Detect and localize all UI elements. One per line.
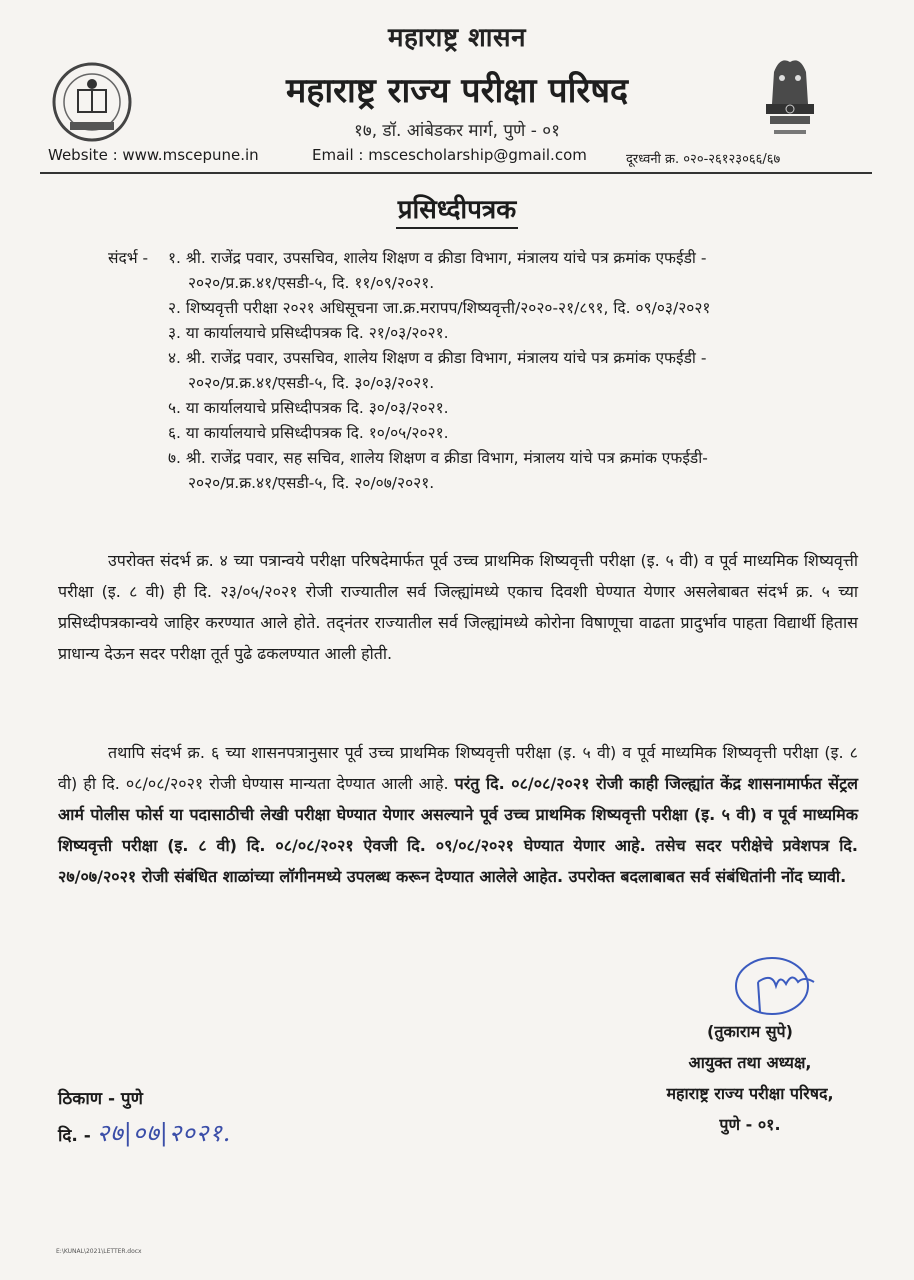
phone-number: दूरध्वनी क्र. ०२०-२६१२३०६६/६७ xyxy=(626,152,781,167)
reference-line: १. श्री. राजेंद्र पवार, उपसचिव, शालेय शिक्षण व क्रीडा विभाग, मंत्रालय यांचे पत्र क्रमांक एफईडी - xyxy=(168,249,707,267)
file-path-footer: E:\KUNAL\2021\LETTER.docx xyxy=(56,1248,142,1255)
reference-line-continued: २०२०/प्र.क्र.४१/एसडी-५, दि. ३०/०३/२०२१. xyxy=(188,374,435,392)
signatory-designation: आयुक्त तथा अध्यक्ष, xyxy=(688,1053,812,1072)
body-paragraph-1: उपरोक्त संदर्भ क्र. ४ च्या पत्रान्वये परीक्षा परिषदेमार्फत पूर्व उच्च प्राथमिक शिष्यवृत्ती परीक्षा (इ. ५ वी) व पूर्व माध्यमिक शिष्यवृत्ती परीक्षा (इ. ८ वी) ही दि. २३/०५/२०२१ रोजी राज्यातील सर्व जिल्ह्यांमध्ये एकाच दिवशी घेण्यात येणार असलेबाबत संदर्भ क्र. ५ च्या प्रसिध्दीपत्रकान्वये जाहिर करण्यात आले होते. तद्नंतर राज्यातील सर्व जिल्ह्यांमध्ये कोरोना विषाणूचा वाढता प्रादुर्भाव पाहता विद्यार्थी हितास प्राधान्य देऊन सदर परीक्षा तूर्त पुढे ढकलण्यात आली होती. xyxy=(58,551,858,663)
council-name: महाराष्ट्र राज्य परीक्षा परिषद xyxy=(285,71,629,111)
reference-line: ४. श्री. राजेंद्र पवार, उपसचिव, शालेय शिक्षण व क्रीडा विभाग, मंत्रालय यांचे पत्र क्रमांक एफईडी - xyxy=(168,349,707,367)
website-link[interactable]: Website : www.mscepune.in xyxy=(48,146,259,164)
reference-line: २. शिष्यवृत्ती परीक्षा २०२१ अधिसूचना जा.क्र.मरापप/शिष्यवृत्ती/२०२०-२१/८९१, दि. ०९/०३/२०२१ xyxy=(168,299,711,317)
reference-line: ७. श्री. राजेंद्र पवार, सह सचिव, शालेय शिक्षण व क्रीडा विभाग, मंत्रालय यांचे पत्र क्रमांक एफईडी- xyxy=(168,449,708,467)
body-paragraph-2 xyxy=(58,737,858,892)
date-line xyxy=(58,1116,231,1149)
document-title xyxy=(0,190,914,226)
signature-mark xyxy=(728,952,828,1022)
signatory-city: पुणे - ०१. xyxy=(719,1115,781,1134)
signatory-office: महाराष्ट्र राज्य परीक्षा परिषद, xyxy=(666,1084,834,1103)
email-link[interactable]: Email : mscescholarship@gmail.com xyxy=(312,146,587,164)
handwritten-date: २७|०७|२०२१. xyxy=(96,1119,232,1147)
signatory-name: (तुकाराम सुपे) xyxy=(707,1022,793,1041)
reference-line: ६. या कार्यालयाचे प्रसिध्दीपत्रक दि. १०/०५/२०२१. xyxy=(168,424,449,442)
document-title-text: प्रसिध्दीपत्रक xyxy=(396,195,519,229)
reference-item xyxy=(168,321,868,346)
reference-line-continued: २०२०/प्र.क्र.४१/एसडी-५, दि. ११/०९/२०२१. xyxy=(188,274,435,292)
reference-line: ३. या कार्यालयाचे प्रसिध्दीपत्रक दि. २१/०३/२०२१. xyxy=(168,324,449,342)
reference-item xyxy=(168,396,868,421)
ashoka-emblem-icon xyxy=(752,52,828,144)
contact-row xyxy=(48,146,868,170)
body-paragraph-2-text: तथापि संदर्भ क्र. ६ च्या शासनपत्रानुसार पूर्व उच्च प्राथमिक शिष्यवृत्ती परीक्षा (इ. ५ वी) व पूर्व माध्यमिक शिष्यवृत्ती परीक्षा (इ. ८ वी) ही दि. ०८/०८/२०२१ रोजी घेण्यास मान्यता देण्यात आली आहे. xyxy=(58,743,858,793)
signatory-block xyxy=(630,1016,870,1140)
reference-item xyxy=(168,246,868,296)
office-address: १७, डॉ. आंबेडकर मार्ग, पुणे - ०१ xyxy=(354,121,560,141)
reference-line-continued: २०२०/प्र.क्र.४१/एसडी-५, दि. २०/०७/२०२१. xyxy=(188,474,435,492)
body-paragraph-2-emphasis: परंतु दि. ०८/०८/२०२१ रोजी काही जिल्ह्यांत केंद्र शासनामार्फत सेंट्रल आर्म पोलीस फोर्स या पदासाठीची लेखी परीक्षा घेण्यात येणार असल्याने पूर्व उच्च प्राथमिक शिष्यवृत्ती परीक्षा (इ. ५ वी) व पूर्व माध्यमिक शिष्यवृत्ती परीक्षा (इ. ८ वी) दि. ०८/०८/२०२१ ऐवजी दि. ०९/०८/२०२१ घेण्यात येणार आहे. तसेच सदर परीक्षेचे प्रवेशपत्र दि. २७/०७/२०२१ रोजी संबंधित शाळांच्या लॉगीनमध्ये उपलब्ध करून देण्यात आलेले आहेत. उपरोक्त बदलाबाबत सर्व संबंधितांनी नोंद घ्यावी. xyxy=(58,774,858,886)
reference-item xyxy=(168,346,868,396)
reference-item xyxy=(168,421,868,446)
reference-item xyxy=(168,296,868,321)
date-label: दि. - xyxy=(58,1126,91,1146)
header-divider xyxy=(40,172,872,174)
reference-item xyxy=(168,446,868,496)
references-label: संदर्भ - xyxy=(108,249,149,267)
references-list xyxy=(168,246,868,496)
government-name: महाराष्ट्र शासन xyxy=(387,23,527,53)
place-label: ठिकाण - पुणे xyxy=(58,1089,143,1109)
reference-line: ५. या कार्यालयाचे प्रसिध्दीपत्रक दि. ३०/०३/२०२१. xyxy=(168,399,449,417)
